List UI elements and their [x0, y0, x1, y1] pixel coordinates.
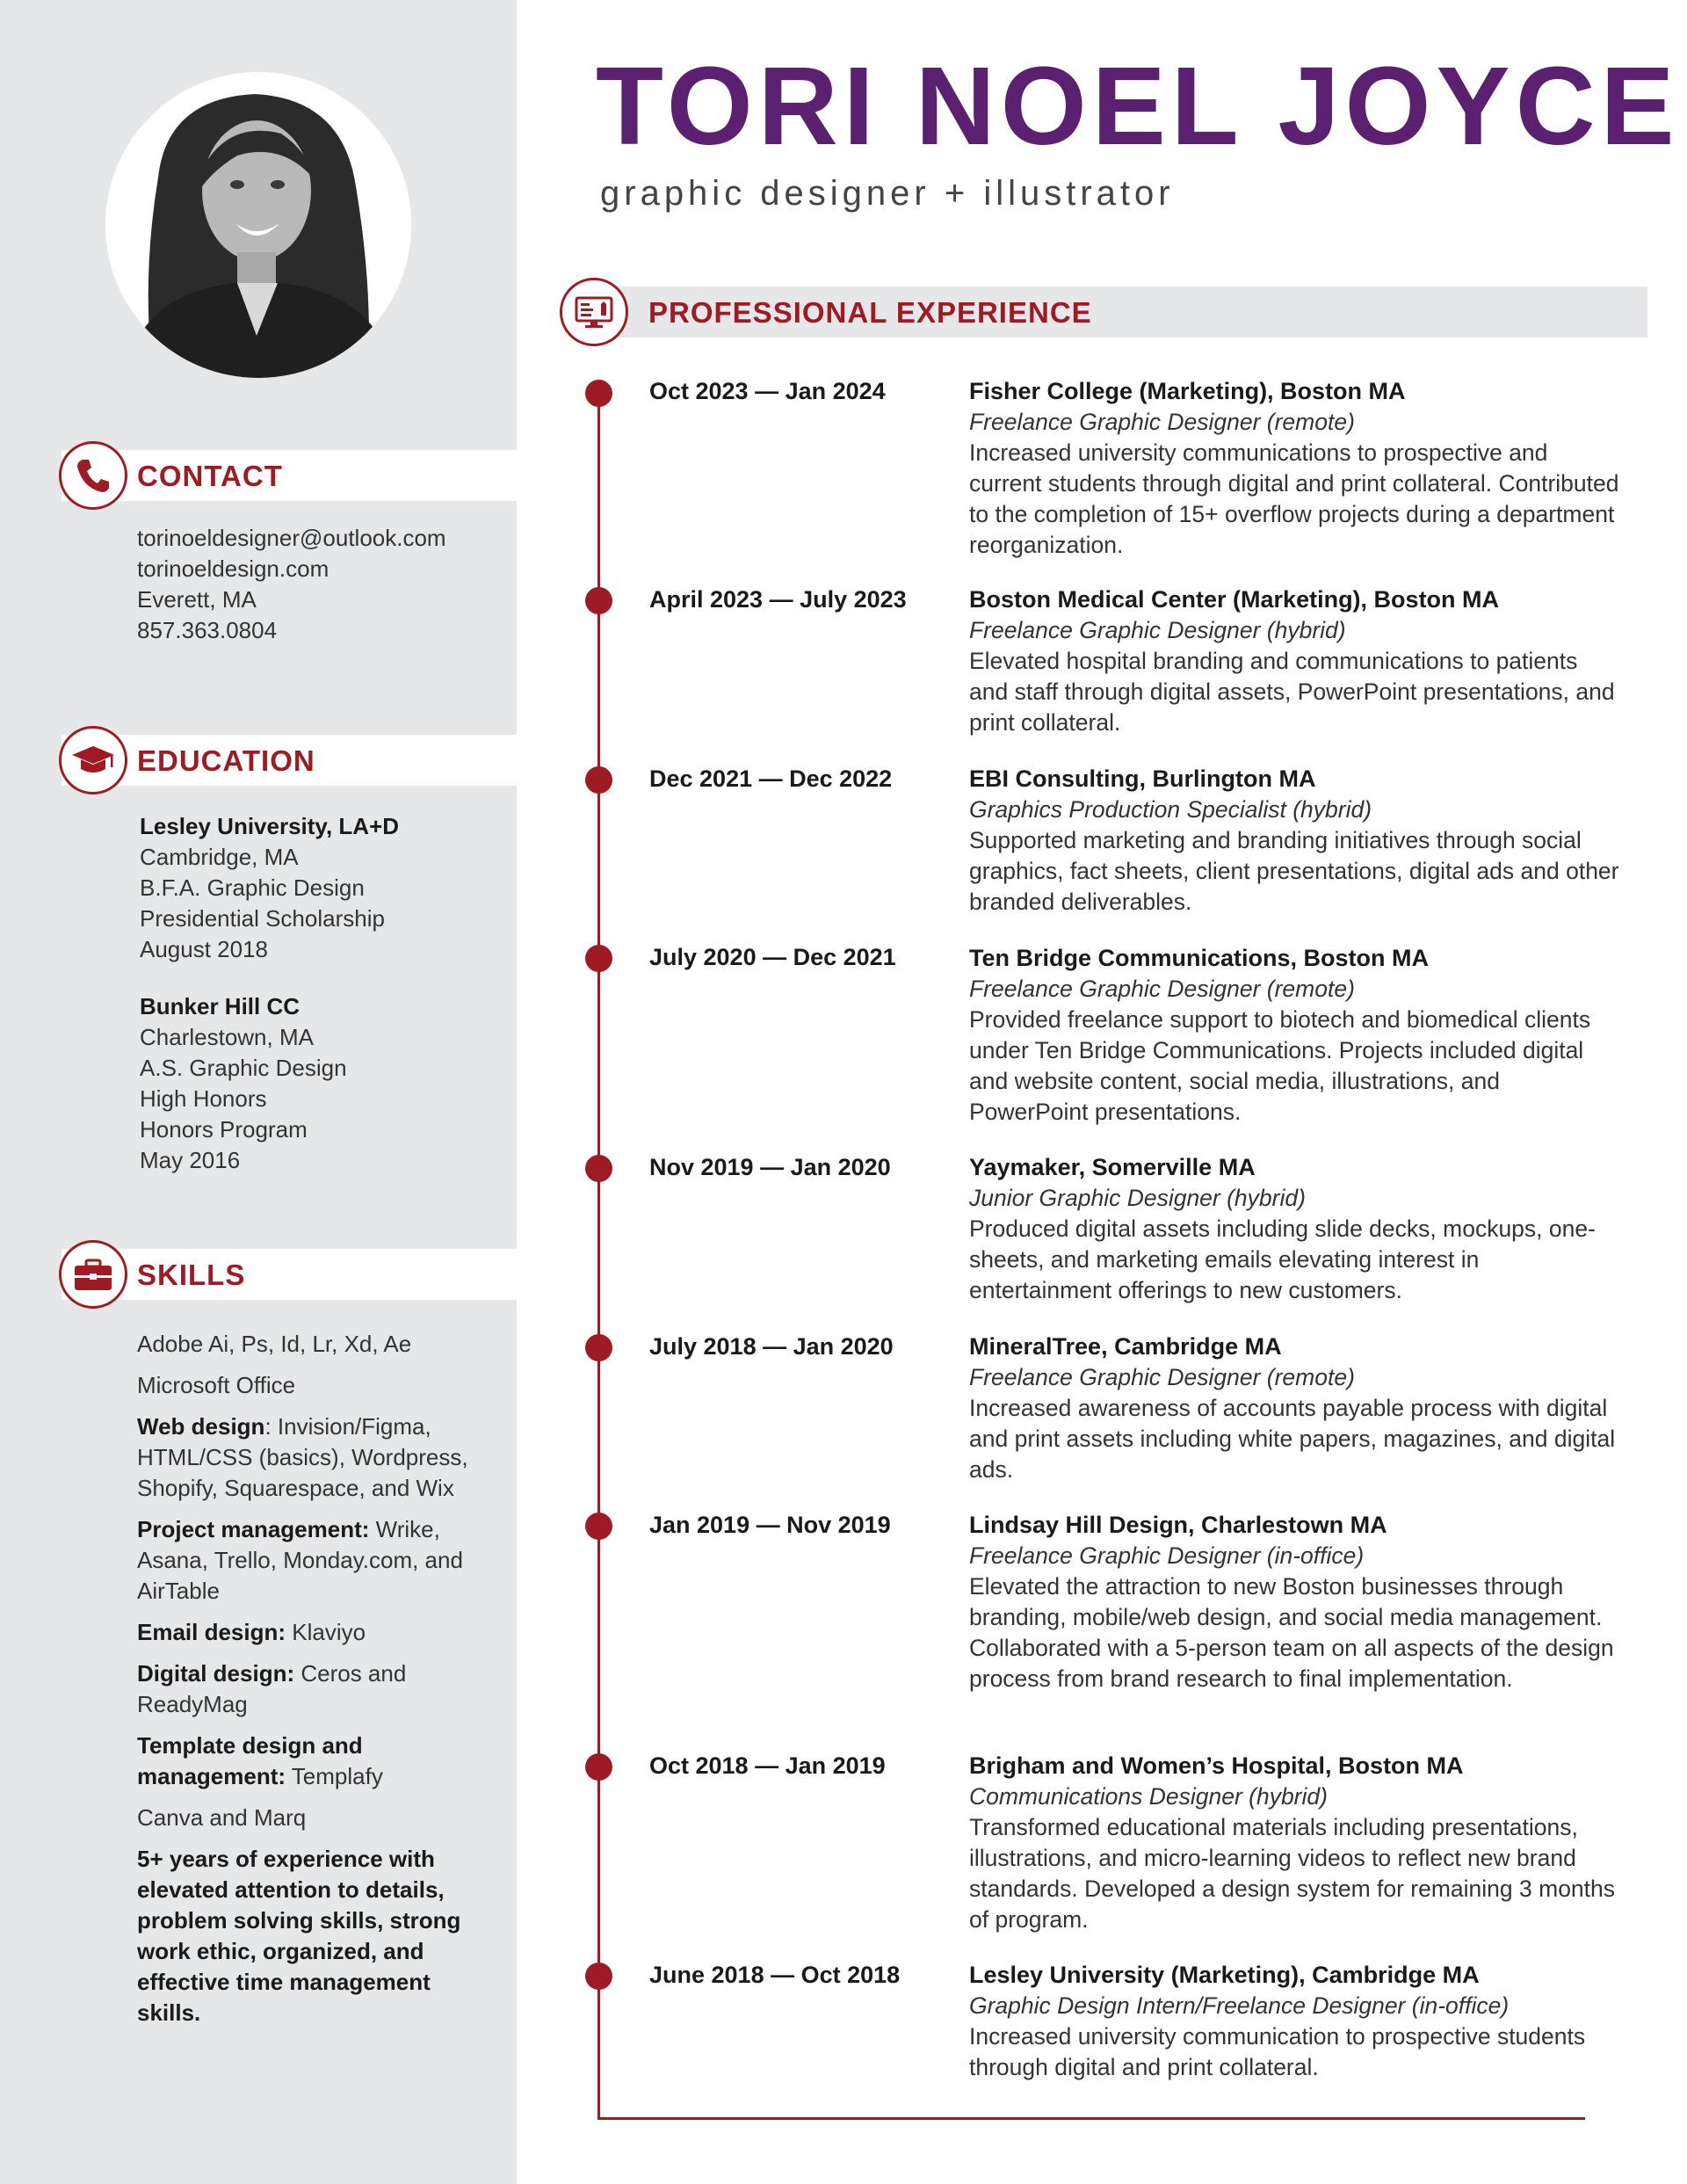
job-date: July 2018 — Jan 2020	[649, 1333, 894, 1360]
education-line: May 2016	[140, 1147, 241, 1173]
skill-bold: Web design	[137, 1413, 265, 1440]
skills-title: SKILLS	[137, 1259, 246, 1291]
job-company: Lindsay Hill Design, Charlestown MA	[969, 1512, 1387, 1538]
education-school: Bunker Hill CC	[140, 993, 300, 1019]
skill-bold: Digital design:	[137, 1660, 295, 1687]
page-title: TORI NOEL JOYCE	[596, 44, 1680, 168]
skills-header-bar	[62, 1249, 517, 1300]
job-date: Dec 2021 — Dec 2022	[649, 765, 893, 792]
skill-text: Adobe Ai, Ps, Id, Lr, Xd, Ae	[137, 1331, 412, 1357]
portrait-illustration	[105, 72, 411, 378]
briefcase-icon	[59, 1240, 127, 1309]
job-date: Jan 2019 — Nov 2019	[649, 1512, 891, 1538]
job-company: Ten Bridge Communications, Boston MA	[969, 945, 1430, 971]
timeline-dot	[585, 945, 612, 972]
job-entry	[969, 1751, 1619, 1935]
contact-header-bar	[62, 450, 517, 501]
contact-location: Everett, MA	[137, 586, 257, 613]
education-line: High Honors	[140, 1085, 267, 1112]
job-description: Increased university communication to prospective students through digital and print collateral.	[969, 2023, 1586, 2080]
job-role: Freelance Graphic Designer (in-office)	[969, 1542, 1365, 1569]
job-company: Yaymaker, Somerville MA	[969, 1154, 1256, 1180]
skill-item	[137, 1514, 489, 1607]
monitor-icon	[560, 278, 628, 346]
job-role: Junior Graphic Designer (hybrid)	[969, 1185, 1306, 1211]
job-description: Provided freelance support to biotech and biomedical clients under Ten Bridge Communications. Projects included digital and website content, social media, illustrations, and PowerPoint presentations.	[969, 1006, 1591, 1125]
education-school: Lesley University, LA+D	[140, 813, 400, 839]
job-role: Freelance Graphic Designer (remote)	[969, 1364, 1355, 1390]
graduation-cap-icon	[59, 726, 127, 795]
contact-details	[137, 523, 446, 646]
job-company: EBI Consulting, Burlington MA	[969, 765, 1316, 792]
skill-text: Canva and Marq	[137, 1804, 307, 1831]
page-subtitle: graphic designer + illustrator	[600, 174, 1175, 213]
job-company: Brigham and Women’s Hospital, Boston MA	[969, 1752, 1464, 1779]
job-company: Lesley University (Marketing), Cambridge MA	[969, 1962, 1480, 1988]
job-entry	[969, 1960, 1619, 2083]
timeline-dot	[585, 1753, 612, 1781]
skill-text: Ceros and ReadyMag	[137, 1660, 407, 1717]
timeline-dot	[585, 380, 612, 407]
job-role: Freelance Graphic Designer (hybrid)	[969, 617, 1346, 643]
skill-item	[137, 1411, 489, 1504]
timeline-base	[597, 2117, 1585, 2120]
job-description: Transformed educational materials including presentations, illustrations, and micro-learning videos to reflect new brand standards. Developed a design system for remaining 3 months of program.	[969, 1814, 1616, 1933]
timeline-dot	[585, 587, 612, 614]
job-date: July 2020 — Dec 2021	[649, 944, 896, 970]
timeline-line	[597, 387, 600, 2120]
education-line: Charlestown, MA	[140, 1024, 314, 1050]
skill-text: Klaviyo	[286, 1619, 366, 1645]
skills-list	[137, 1329, 489, 2039]
skill-bold: 5+ years of experience with elevated attention to details, problem solving skills, strong work ethic, organized, and effective time management skills.	[137, 1846, 461, 2026]
timeline-dot	[585, 1334, 612, 1361]
skill-item	[137, 1844, 489, 2028]
education-line: Honors Program	[140, 1116, 308, 1143]
education-entry-2	[140, 991, 347, 1176]
profile-photo	[105, 72, 411, 378]
skill-text: Templafy	[286, 1763, 383, 1789]
education-line: Cambridge, MA	[140, 844, 299, 870]
job-company: MineralTree, Cambridge MA	[969, 1333, 1282, 1360]
contact-email[interactable]: torinoeldesigner@outlook.com	[137, 525, 446, 551]
skill-item	[137, 1329, 489, 1360]
job-date: June 2018 — Oct 2018	[649, 1962, 901, 1988]
experience-title: PROFESSIONAL EXPERIENCE	[648, 296, 1092, 329]
contact-phone: 857.363.0804	[137, 617, 278, 643]
skill-bold: Template design and management:	[137, 1732, 363, 1789]
skill-item	[137, 1658, 489, 1720]
skill-bold: Email design:	[137, 1619, 286, 1645]
job-role: Freelance Graphic Designer (remote)	[969, 409, 1355, 435]
job-date: April 2023 — July 2023	[649, 586, 907, 613]
job-role: Graphics Production Specialist (hybrid)	[969, 796, 1372, 823]
skill-bold: Project management:	[137, 1516, 370, 1542]
job-date: Oct 2018 — Jan 2019	[649, 1752, 886, 1779]
job-description: Elevated hospital branding and communications to patients and staff through digital assets, PowerPoint presentations, and print collateral.	[969, 648, 1615, 736]
job-role: Communications Designer (hybrid)	[969, 1783, 1328, 1810]
skill-text: : Invision/Figma, HTML/CSS (basics), Wordpress, Shopify, Squarespace, and Wix	[137, 1413, 468, 1501]
education-title: EDUCATION	[137, 744, 315, 777]
job-description: Elevated the attraction to new Boston businesses through branding, mobile/web design, and social media management. Collaborated with a 5-person team on all aspects of the design process from brand research to final implementation.	[969, 1573, 1614, 1692]
education-line: August 2018	[140, 936, 269, 962]
timeline-dot	[585, 1513, 612, 1540]
timeline-dot	[585, 1155, 612, 1182]
job-entry	[969, 376, 1619, 561]
job-description: Supported marketing and branding initiatives through social graphics, fact sheets, client presentations, digital ads and other branded deliverables.	[969, 827, 1619, 915]
job-entry	[969, 1510, 1619, 1694]
job-company: Fisher College (Marketing), Boston MA	[969, 378, 1406, 404]
skill-item	[137, 1617, 489, 1648]
timeline-dot	[585, 766, 612, 794]
timeline-dot	[585, 1963, 612, 1990]
job-role: Graphic Design Intern/Freelance Designer (in-office)	[969, 1992, 1510, 2019]
skill-item	[137, 1803, 489, 1833]
job-entry	[969, 1152, 1619, 1306]
job-company: Boston Medical Center (Marketing), Boston MA	[969, 586, 1500, 613]
job-entry	[969, 1331, 1619, 1485]
skill-item	[137, 1731, 489, 1792]
job-description: Produced digital assets including slide decks, mockups, one-sheets, and marketing emails elevating interest in entertainment offerings to new customers.	[969, 1215, 1596, 1303]
job-role: Freelance Graphic Designer (remote)	[969, 976, 1355, 1002]
education-line: A.S. Graphic Design	[140, 1055, 347, 1081]
job-entry	[969, 764, 1619, 918]
education-line: B.F.A. Graphic Design	[140, 874, 365, 901]
job-date: Nov 2019 — Jan 2020	[649, 1154, 891, 1180]
contact-title: CONTACT	[137, 460, 283, 492]
job-entry	[969, 584, 1619, 738]
job-entry	[969, 943, 1619, 1128]
education-line: Presidential Scholarship	[140, 905, 385, 932]
job-description: Increased university communications to prospective and current students through digital and print collateral. Contributed to the completion of 15+ overflow projects during a department reorganization.	[969, 439, 1619, 558]
skill-text: Wrike, Asana, Trello, Monday.com, and AirTable	[137, 1516, 463, 1604]
skill-text: Microsoft Office	[137, 1372, 296, 1398]
job-description: Increased awareness of accounts payable process with digital and print assets including white papers, magazines, and digital ads.	[969, 1395, 1616, 1483]
phone-icon	[59, 441, 127, 510]
job-date: Oct 2023 — Jan 2024	[649, 378, 886, 404]
skill-item	[137, 1370, 489, 1401]
education-entry-1	[140, 811, 399, 965]
contact-website[interactable]: torinoeldesign.com	[137, 555, 329, 582]
